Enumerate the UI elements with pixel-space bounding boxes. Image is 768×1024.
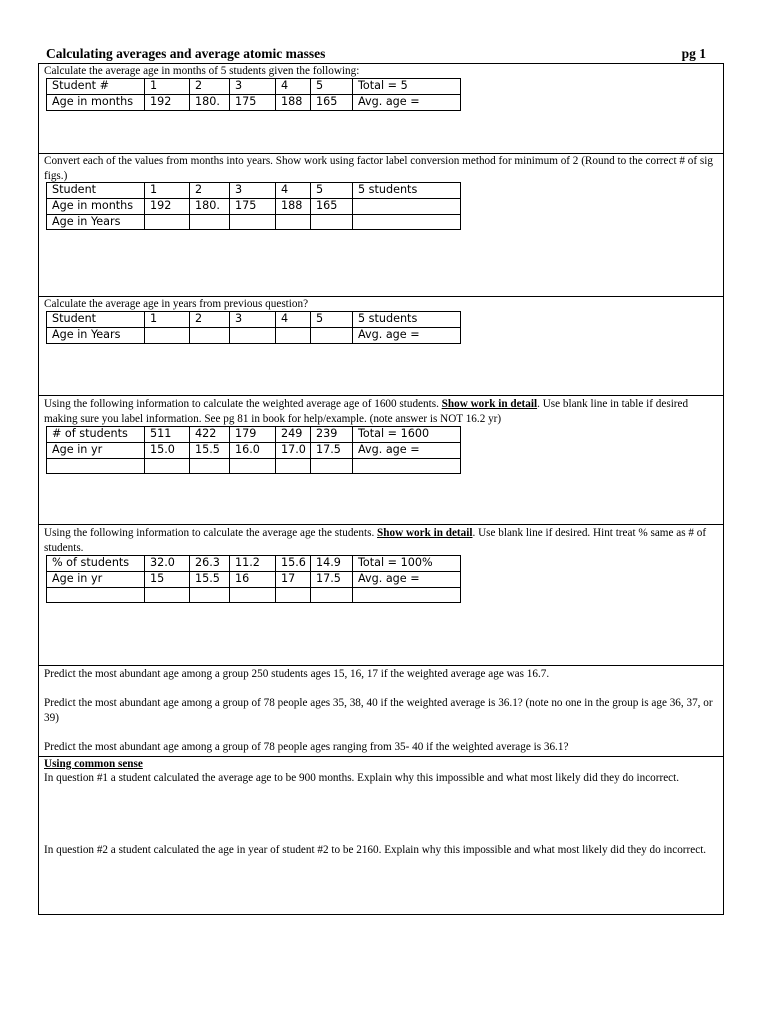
table-cell: Total = 5 <box>353 79 461 95</box>
table-cell: 14.9 <box>311 556 353 572</box>
table-cell: 188 <box>276 94 311 110</box>
table-cell: 15.5 <box>190 571 230 587</box>
table-cell <box>311 214 353 230</box>
table-cell <box>311 587 353 603</box>
table-cell: 32.0 <box>145 556 190 572</box>
q5-prompt: Using the following information to calculate the average age the students. Show work in detail. Use blank line if desired. Hint treat % same as # of students. <box>44 527 707 554</box>
table-row <box>47 442 461 458</box>
table-row <box>47 427 461 443</box>
table-cell: 3 <box>230 183 276 199</box>
table-cell: 16 <box>230 571 276 587</box>
table-cell: Student <box>47 312 145 328</box>
table-row <box>47 571 461 587</box>
table-cell: Age in Years <box>47 327 145 343</box>
table-cell: 239 <box>311 427 353 443</box>
table-cell: 5 students <box>353 183 461 199</box>
table-cell <box>230 458 276 474</box>
table-cell: 1 <box>145 312 190 328</box>
table-cell: % of students <box>47 556 145 572</box>
table-cell <box>276 214 311 230</box>
table-row <box>47 198 461 214</box>
section-q4 <box>39 396 723 525</box>
table-cell <box>230 327 276 343</box>
table-cell: Age in months <box>47 94 145 110</box>
table-cell: 15.6 <box>276 556 311 572</box>
table-cell: 2 <box>190 79 230 95</box>
table-cell: 5 students <box>353 312 461 328</box>
table-cell: 3 <box>230 312 276 328</box>
table-cell: 2 <box>190 183 230 199</box>
table-cell <box>190 458 230 474</box>
table-cell: Student <box>47 183 145 199</box>
table-row <box>47 183 461 199</box>
table-cell <box>230 587 276 603</box>
q3-prompt: Calculate the average age in years from previous question? <box>44 298 309 310</box>
section-q7 <box>39 757 723 914</box>
q4-prompt: Using the following information to calculate the weighted average age of 1600 students. Show work in detail. Use blank line in table if desired making sure you label information. See pg 81 in book for help/example. (note answer is NOT 16.2 yr) <box>44 398 689 425</box>
table-cell: 26.3 <box>190 556 230 572</box>
table-cell <box>353 587 461 603</box>
section-q3 <box>39 297 723 396</box>
table-cell: 15.5 <box>190 442 230 458</box>
table-cell: 16.0 <box>230 442 276 458</box>
table-cell: 180. <box>190 198 230 214</box>
table-cell: 1 <box>145 183 190 199</box>
q5-table <box>46 555 461 603</box>
table-cell: 1 <box>145 79 190 95</box>
q4-emphasis: Show work in detail <box>441 398 538 410</box>
table-cell: 15.0 <box>145 442 190 458</box>
table-cell <box>190 587 230 603</box>
table-row <box>47 327 461 343</box>
table-row <box>47 458 461 474</box>
table-cell: 3 <box>230 79 276 95</box>
table-row <box>47 312 461 328</box>
document-title: Calculating averages and average atomic masses <box>46 46 326 61</box>
table-cell: 4 <box>276 312 311 328</box>
table-row <box>47 79 461 95</box>
table-cell <box>276 327 311 343</box>
q6-line-3: Predict the most abundant age among a group of 78 people ages ranging from 35- 40 if the weighted average is 36.1? <box>44 741 569 753</box>
table-cell: # of students <box>47 427 145 443</box>
table-cell <box>353 458 461 474</box>
table-cell: 192 <box>145 198 190 214</box>
table-cell: Age in Years <box>47 214 145 230</box>
table-row <box>47 556 461 572</box>
table-cell: Age in months <box>47 198 145 214</box>
page-header <box>46 46 706 62</box>
table-cell: 17 <box>276 571 311 587</box>
table-row <box>47 94 461 110</box>
section-q2 <box>39 154 723 297</box>
table-cell: 17.5 <box>311 442 353 458</box>
table-cell <box>145 587 190 603</box>
q4-table <box>46 426 461 474</box>
table-cell <box>353 214 461 230</box>
table-cell <box>145 458 190 474</box>
table-cell: 175 <box>230 94 276 110</box>
table-cell: Total = 1600 <box>353 427 461 443</box>
table-cell: 192 <box>145 94 190 110</box>
table-cell: 4 <box>276 183 311 199</box>
table-cell: 249 <box>276 427 311 443</box>
table-cell <box>230 214 276 230</box>
q6-line-2: Predict the most abundant age among a group of 78 people ages 35, 38, 40 if the weighted average is 36.1? (note no one in the group is age 36, 37, or 39) <box>44 697 713 724</box>
table-cell: Age in yr <box>47 442 145 458</box>
table-cell: Age in yr <box>47 571 145 587</box>
table-cell: 15 <box>145 571 190 587</box>
section-q6 <box>39 666 723 757</box>
table-cell: 188 <box>276 198 311 214</box>
page-number: pg 1 <box>681 46 706 61</box>
table-cell: 179 <box>230 427 276 443</box>
q5-emphasis: Show work in detail <box>377 527 473 539</box>
table-cell: Student # <box>47 79 145 95</box>
table-cell: 5 <box>311 312 353 328</box>
table-cell: 165 <box>311 94 353 110</box>
table-cell: 2 <box>190 312 230 328</box>
q6-line-1: Predict the most abundant age among a group 250 students ages 15, 16, 17 if the weighted average age was 16.7. <box>44 668 550 680</box>
table-cell <box>276 587 311 603</box>
table-cell <box>190 327 230 343</box>
q7-line-2: In question #2 a student calculated the age in year of student #2 to be 2160. Explain why this impossible and what most likely did they do incorrect. <box>44 844 707 856</box>
q2-prompt: Convert each of the values from months into years. Show work using factor label conversion method for minimum of 2 (Round to the correct # of sig figs.) <box>44 155 713 182</box>
table-cell: 5 <box>311 183 353 199</box>
table-cell: 180. <box>190 94 230 110</box>
table-cell: Total = 100% <box>353 556 461 572</box>
table-cell <box>47 587 145 603</box>
table-cell <box>353 198 461 214</box>
table-cell: Avg. age = <box>353 327 461 343</box>
table-cell: 17.5 <box>311 571 353 587</box>
q1-prompt: Calculate the average age in months of 5 students given the following: <box>44 65 360 77</box>
table-cell <box>47 458 145 474</box>
table-cell <box>145 327 190 343</box>
table-cell <box>311 327 353 343</box>
table-cell <box>276 458 311 474</box>
q3-table <box>46 311 461 344</box>
table-row <box>47 214 461 230</box>
section-q1 <box>39 64 723 154</box>
table-cell <box>145 214 190 230</box>
q7-heading: Using common sense <box>44 758 143 770</box>
table-cell: Avg. age = <box>353 442 461 458</box>
q7-line-1: In question #1 a student calculated the average age to be 900 months. Explain why this impossible and what most likely did they do incorrect. <box>44 772 680 784</box>
table-cell: Avg. age = <box>353 94 461 110</box>
table-cell: Avg. age = <box>353 571 461 587</box>
q2-table <box>46 182 461 230</box>
table-cell: 422 <box>190 427 230 443</box>
table-cell: 17.0 <box>276 442 311 458</box>
table-cell: 5 <box>311 79 353 95</box>
table-cell: 165 <box>311 198 353 214</box>
q1-table <box>46 78 461 111</box>
table-row <box>47 587 461 603</box>
table-cell <box>190 214 230 230</box>
section-q5 <box>39 525 723 666</box>
table-cell: 511 <box>145 427 190 443</box>
table-cell: 4 <box>276 79 311 95</box>
table-cell <box>311 458 353 474</box>
table-cell: 175 <box>230 198 276 214</box>
worksheet-frame <box>38 63 724 915</box>
table-cell: 11.2 <box>230 556 276 572</box>
